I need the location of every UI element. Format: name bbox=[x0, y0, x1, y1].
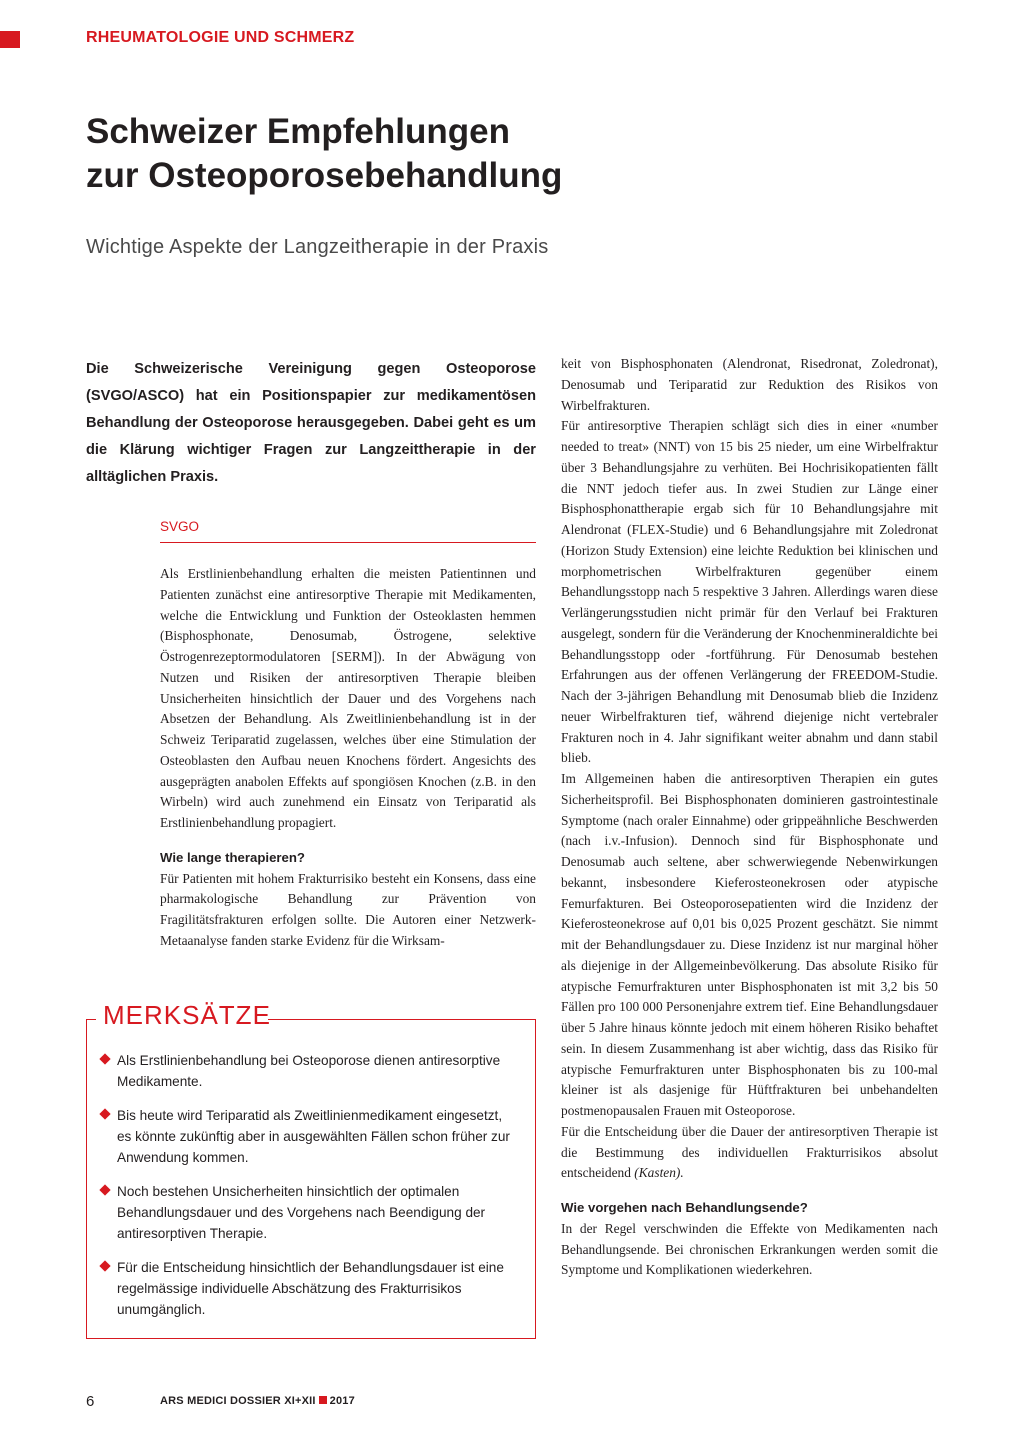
publication-name: ARS MEDICI DOSSIER XI+XII bbox=[160, 1395, 316, 1407]
diamond-bullet-icon bbox=[99, 1108, 110, 1119]
lead-paragraph: Die Schweizerische Vereinigung gegen Osteoporose (SVGO/ASCO) hat ein Positionspapier zur medikamentösen Behandlung der Osteoporose herausgegeben. Dabei geht es um die Klärung wichtiger Fragen zur Langzeittherapie in der alltäglichen Praxis. bbox=[86, 361, 536, 485]
right-paragraph-3: Im Allgemeinen haben die antiresorptiven Therapien ein gutes Sicherheitsprofil. Bei Bisphosphonaten dominieren gastrointestinale Symptome (nach oraler Einnahme) oder grippeähnliche Beschwerden (nach i.v.-Infusion). Dennoch sind für Bisphosphonate und Denosumab auch seltene, aber schwerwiegende Nebenwirkungen bekannt, insbesondere Kieferosteonekrosen oder atypische Femurfakturen. Bei Osteoporosepatienten wird die Inzidenz der Kieferosteonekrose auf 0,01 bis 0,025 Prozent geschätzt. Sie nimmt mit der Behandlungsdauer zu. Diese Inzidenz ist nur marginal höher als diejenige in der Allgemeinbevölkerung. Das absolute Risiko für atypische Femurfrakturen unter Bisphosphonaten ist mit 3,2 bis 50 Fällen pro 100 000 Personenjahre extrem tief. Eine Behandlungsdauer über 5 Jahre hinaus könnte jedoch mit einem höheren Risiko behaftet sein. In diesem Zusammenhang ist aber wichtig, dass das Risiko für atypische Femurfrakturen unter Bisphosphonaten bis zu 100-mal kleiner ist als dasjenige für Hüftfrakturen bei unbehandelten postmenopausalen Frauen mit Osteoporose. bbox=[561, 771, 938, 1118]
author-label: SVGO bbox=[160, 519, 200, 534]
merksaetze-border-right bbox=[268, 1019, 536, 1020]
paragraph-gap bbox=[160, 834, 536, 848]
paragraph-gap bbox=[561, 1184, 938, 1198]
page-title bbox=[86, 110, 786, 198]
merksaetze-border-left bbox=[86, 1019, 96, 1020]
middle-column bbox=[160, 564, 536, 952]
merksatz-text: Bis heute wird Teriparatid als Zweitlinienmedikament eingesetzt, es könnte zukünftig aber in ausgewählten Fällen schon früher zur Anwendung kommen. bbox=[117, 1108, 510, 1165]
right-paragraph-4-text: Für die Entscheidung über die Dauer der antiresorptiven Therapie ist die Bestimmung des individuellen Frakturrisikos absolut entscheidend bbox=[561, 1123, 938, 1181]
heading-after-treatment: Wie vorgehen nach Behandlungsende? bbox=[561, 1200, 808, 1215]
list-item bbox=[100, 1181, 520, 1244]
section-label: RHEUMATOLOGIE UND SCHMERZ bbox=[86, 29, 355, 46]
merksaetze-title: MERKSÄTZE bbox=[103, 1000, 271, 1030]
right-column bbox=[561, 354, 938, 1281]
page-subtitle: Wichtige Aspekte der Langzeitherapie in der Praxis bbox=[86, 236, 549, 258]
diamond-bullet-icon bbox=[99, 1260, 110, 1271]
list-item bbox=[100, 1257, 520, 1320]
page-number: 6 bbox=[86, 1393, 95, 1410]
author-divider bbox=[160, 542, 536, 543]
section-marker-square bbox=[0, 31, 20, 48]
middle-paragraph-2: Für Patienten mit hohem Frakturrisiko besteht ein Konsens, dass eine pharmakologische Behandlung zur Prävention von Fragilitätsfrakturen erfolgen sollte. Die Autoren einer Netzwerk-Metaanalyse fanden starke Evidenz für die Wirksam- bbox=[160, 870, 536, 948]
heading-how-long: Wie lange therapieren? bbox=[160, 849, 305, 865]
title-line-2: zur Osteoporosebehandlung bbox=[86, 156, 563, 195]
diamond-bullet-icon bbox=[99, 1184, 110, 1195]
right-paragraph-5: In der Regel verschwinden die Effekte von Medikamenten nach Behandlungsende. Bei chronischen Erkrankungen werden somit die Symptome und Komplikationen wiederkehren. bbox=[561, 1220, 938, 1278]
diamond-bullet-icon bbox=[99, 1053, 110, 1064]
merksatz-text: Als Erstlinienbehandlung bei Osteoporose dienen antiresorptive Medikamente. bbox=[117, 1053, 501, 1089]
right-paragraph-2: Für antiresorptive Therapien schlägt sich dies in einer «number needed to treat» (NNT) von 15 bis 25 nieder, um eine Wirbelfraktur über 3 Behandlungsjahre zu verhüten. Bei Hochrisikopatienten fällt die NNT jedoch tiefer aus. In zwei Studien zur Länge einer Bisphosphonattherapie ergab sich für 10 Behandlungsjahre mit Alendronat (FLEX-Studie) und 6 Behandlungsjahre mit Zoledronat (Horizon Study Extension) eine leichte Reduktion bei klinischen und morphometrischen Wirbelfrakturen gegenüber einem Behandlungsstopp nach 5 respektive 3 Jahren. Allerdings waren diese Verlängerungsstudien nicht primär für den Verlauf bei Frakturen ausgelegt, sondern für die Veränderung der Knochenmineraldichte bei Behandlungsstopp oder -fortführung. Für Denosumab bestehen Erfahrungen aus der offenen Verlängerung der FREEDOM-Studie. Nach der 3-jährigen Behandlung mit Denosumab blieb die Inzidenz neuer Wirbelfrakturen tief, während diejenige nicht vertebraler Frakturen noch in 4. Jahr signifikant weiter abnahm und dann stabil blieb. bbox=[561, 418, 938, 766]
title-line-1: Schweizer Empfehlungen bbox=[86, 112, 510, 151]
right-paragraph-4 bbox=[561, 1122, 938, 1184]
list-item bbox=[100, 1050, 520, 1092]
right-paragraph-1: keit von Bisphosphonaten (Alendronat, Risedronat, Zoledronat), Denosumab und Teriparatid zur Reduktion des Risikos von Wirbelfrakturen. bbox=[561, 356, 938, 413]
merksaetze-list bbox=[100, 1050, 520, 1333]
publication-year: 2017 bbox=[329, 1395, 355, 1407]
publication-footer bbox=[160, 1395, 355, 1407]
kasten-reference: (Kasten). bbox=[634, 1165, 684, 1181]
list-item bbox=[100, 1105, 520, 1168]
footer-square-icon bbox=[319, 1396, 327, 1404]
merksatz-text: Für die Entscheidung hinsichtlich der Behandlungsdauer ist eine regelmässige individuelle Abschätzung des Frakturrisikos unumgänglich. bbox=[117, 1260, 504, 1317]
merksatz-text: Noch bestehen Unsicherheiten hinsichtlich der optimalen Behandlungsdauer und des Vorgehens nach Beendigung der antiresorptiven Therapie. bbox=[117, 1184, 486, 1241]
middle-paragraph-1: Als Erstlinienbehandlung erhalten die meisten Patientinnen und Patienten zunächst eine antiresorptive Therapie mit Medikamenten, welche die Entwicklung und Funktion der Osteoklasten hemmen (Bisphosphonate, Denosumab, Östrogene, selektive Östrogenrezeptormodulatoren [SERM]). In der Abwägung von Nutzen und Risiken der antiresorptiven Therapie bleiben Unsicherheiten hinsichtlich der Dauer und des Vorgehens nach Absetzen der Behandlung. Als Zweitlinienbehandlung ist in der Schweiz Teriparatid zugelassen, welches über eine Stimulation der Osteoblasten den Aufbau neuen Knochens fördert. Angesichts des ausgeprägten anabolen Effekts auf spongiösen Knochen (z.B. in den Wirbeln) wird auch zunehmend ein Einsatz von Teriparatid als Erstlinienbehandlung propagiert. bbox=[160, 566, 536, 830]
